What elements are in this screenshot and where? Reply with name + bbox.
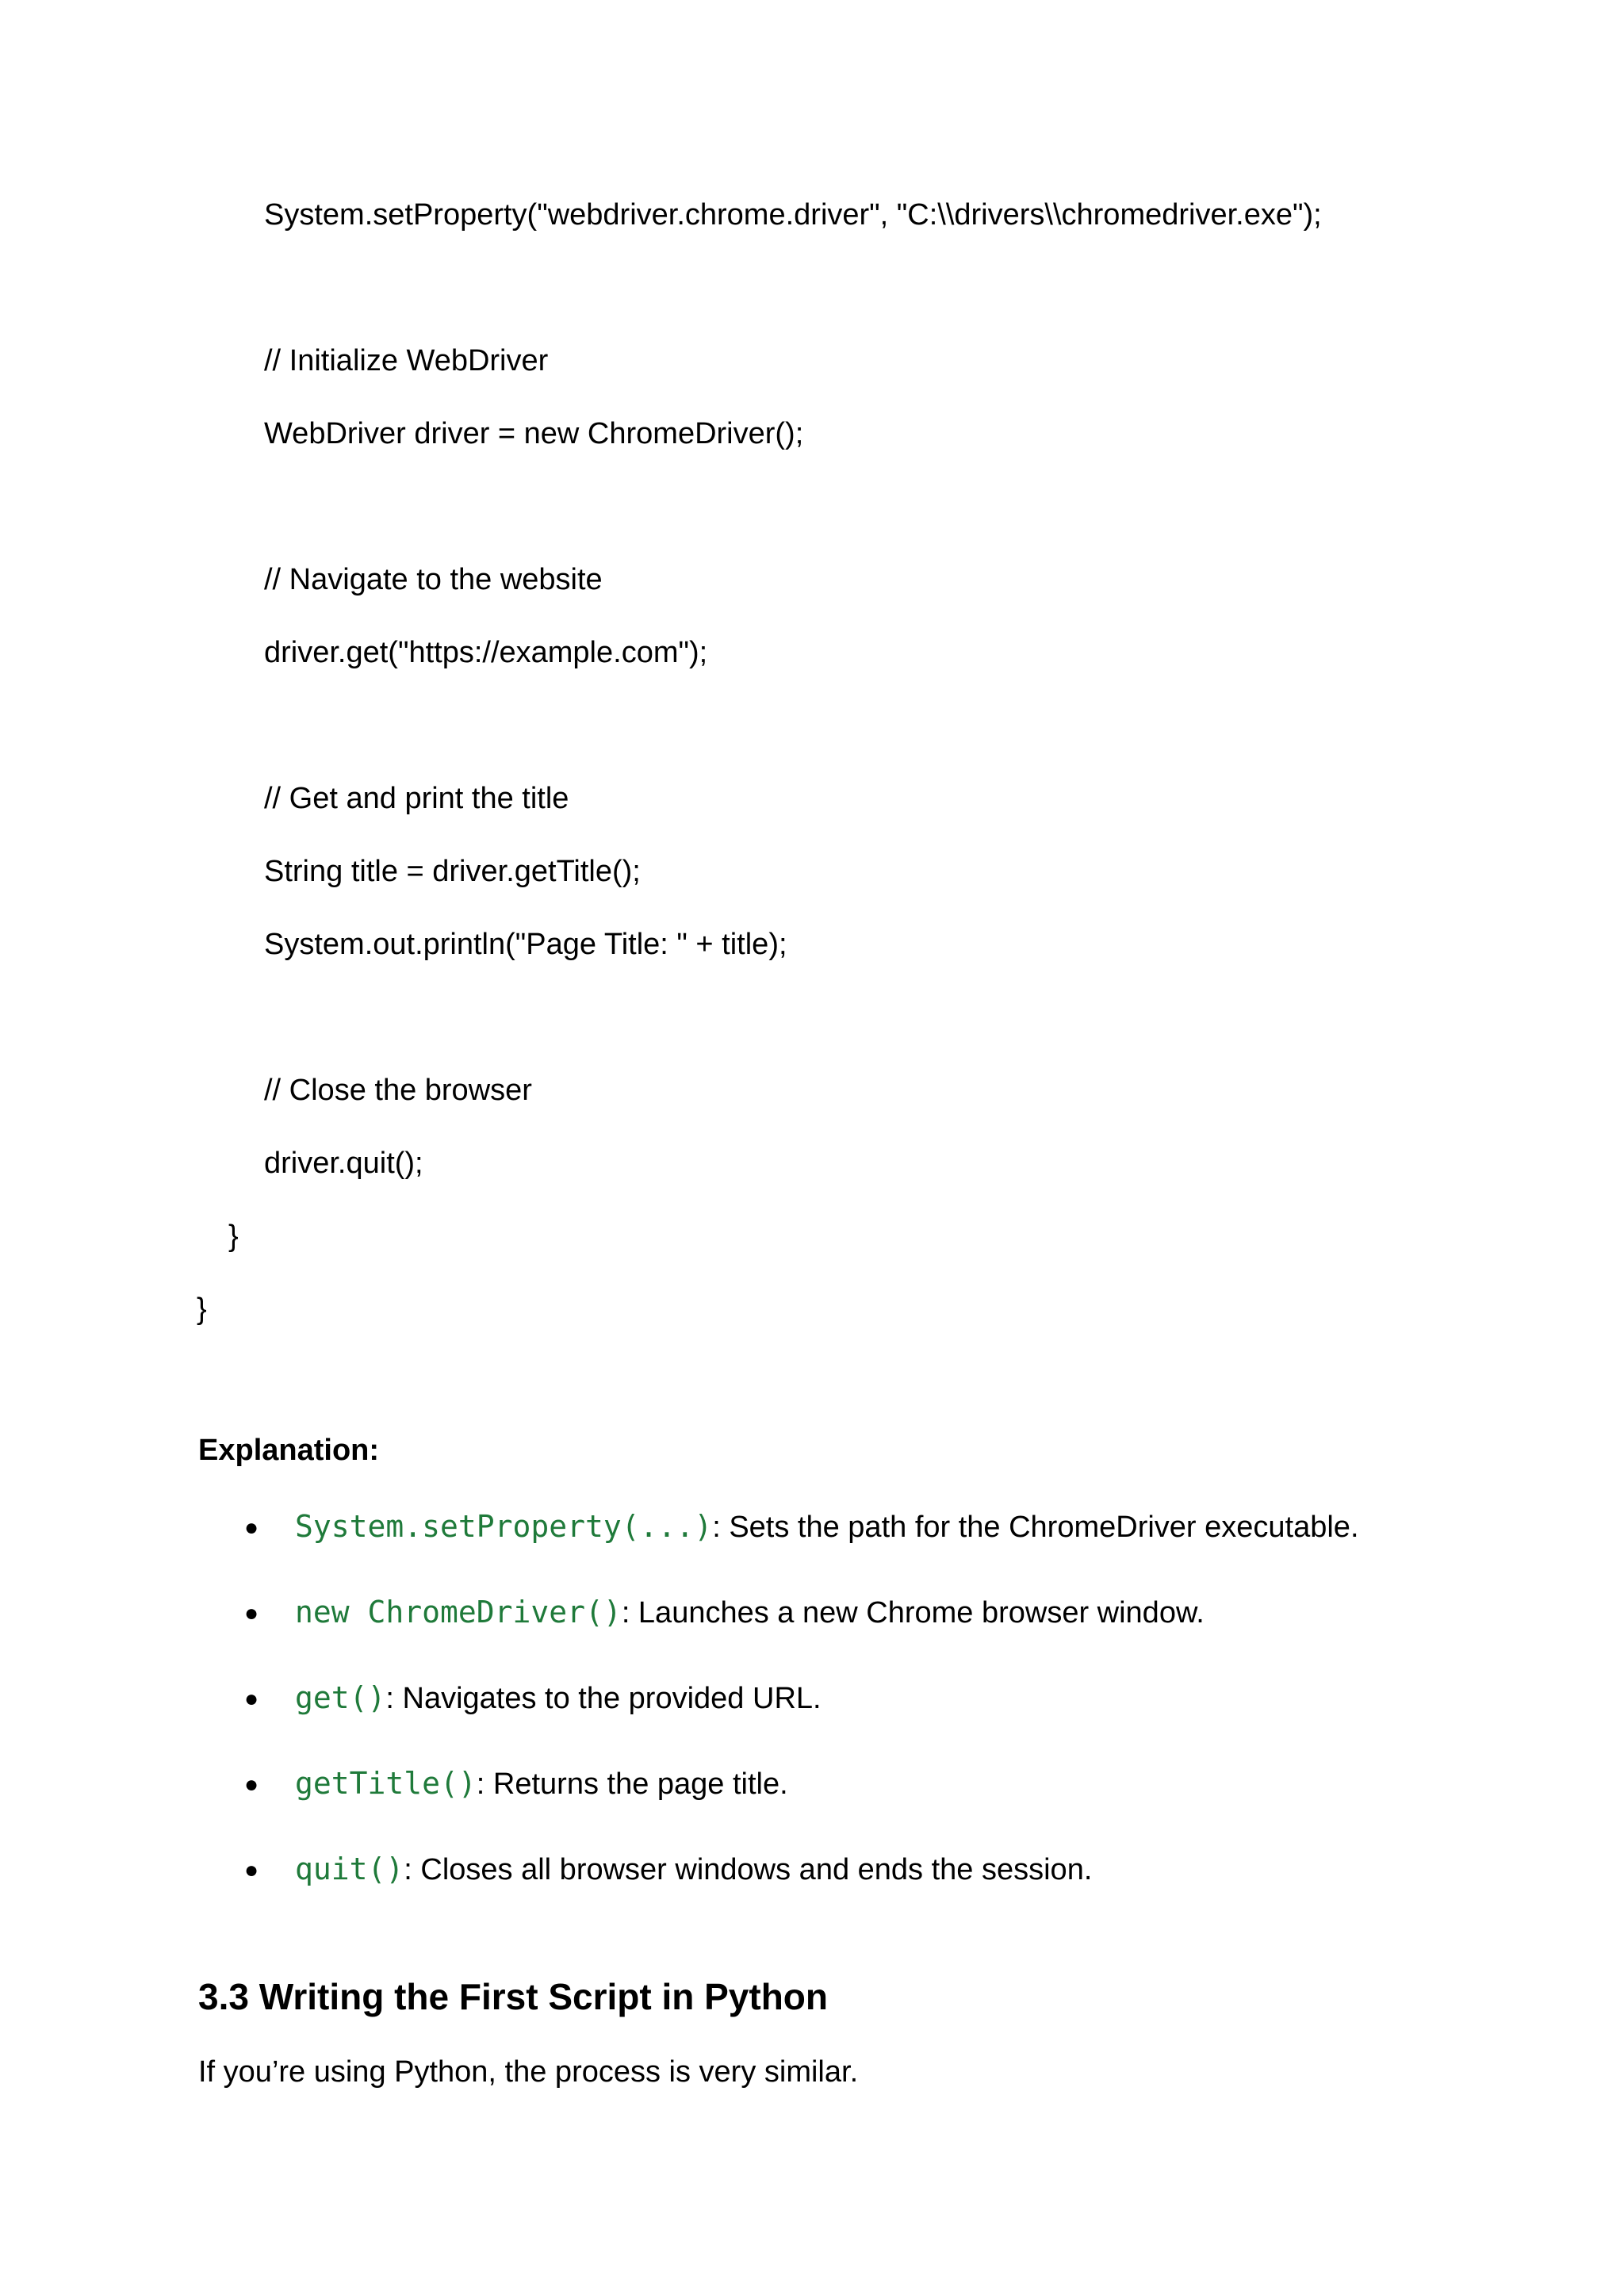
code-term: getTitle() bbox=[295, 1766, 477, 1801]
section-paragraph: If you’re using Python, the process is very similar. bbox=[198, 2055, 859, 2089]
code-term: get() bbox=[295, 1680, 386, 1715]
bullet-icon: ● bbox=[244, 1686, 259, 1712]
code-term: System.setProperty(...) bbox=[295, 1509, 713, 1544]
code-comment: // Get and print the title bbox=[264, 782, 569, 815]
list-item bbox=[244, 1679, 822, 1718]
code-line: System.setProperty("webdriver.chrome.driver", "C:\\drivers\\chromedriver.exe"); bbox=[264, 198, 1322, 232]
list-item bbox=[244, 1594, 1205, 1632]
code-line: driver.quit(); bbox=[264, 1147, 423, 1180]
code-closing-brace: } bbox=[228, 1220, 239, 1253]
explanation-heading: Explanation: bbox=[198, 1434, 380, 1467]
code-comment: // Close the browser bbox=[264, 1074, 532, 1107]
code-comment: // Navigate to the website bbox=[264, 563, 603, 596]
list-item bbox=[244, 1851, 1092, 1889]
code-line: driver.get("https://example.com"); bbox=[264, 636, 708, 669]
code-line: String title = driver.getTitle(); bbox=[264, 855, 641, 888]
section-heading: 3.3 Writing the First Script in Python bbox=[198, 1976, 828, 2017]
list-item-text: : Closes all browser windows and ends the session. bbox=[404, 1853, 1093, 1886]
bullet-icon: ● bbox=[244, 1771, 259, 1798]
bullet-icon: ● bbox=[244, 1857, 259, 1883]
bullet-icon: ● bbox=[244, 1600, 259, 1626]
code-line: WebDriver driver = new ChromeDriver(); bbox=[264, 417, 804, 450]
code-term: new ChromeDriver() bbox=[295, 1595, 622, 1630]
list-item-text: : Returns the page title. bbox=[476, 1767, 788, 1801]
list-item-text: : Launches a new Chrome browser window. bbox=[621, 1596, 1205, 1630]
code-line: System.out.println("Page Title: " + title); bbox=[264, 928, 787, 961]
list-item bbox=[244, 1765, 788, 1803]
bullet-icon: ● bbox=[244, 1515, 259, 1541]
code-closing-brace: } bbox=[197, 1293, 207, 1326]
list-item bbox=[244, 1508, 1359, 1546]
list-item-text: : Sets the path for the ChromeDriver executable. bbox=[712, 1511, 1359, 1544]
code-comment: // Initialize WebDriver bbox=[264, 344, 549, 377]
list-item-text: : Navigates to the provided URL. bbox=[385, 1682, 822, 1715]
code-term: quit() bbox=[295, 1852, 404, 1886]
